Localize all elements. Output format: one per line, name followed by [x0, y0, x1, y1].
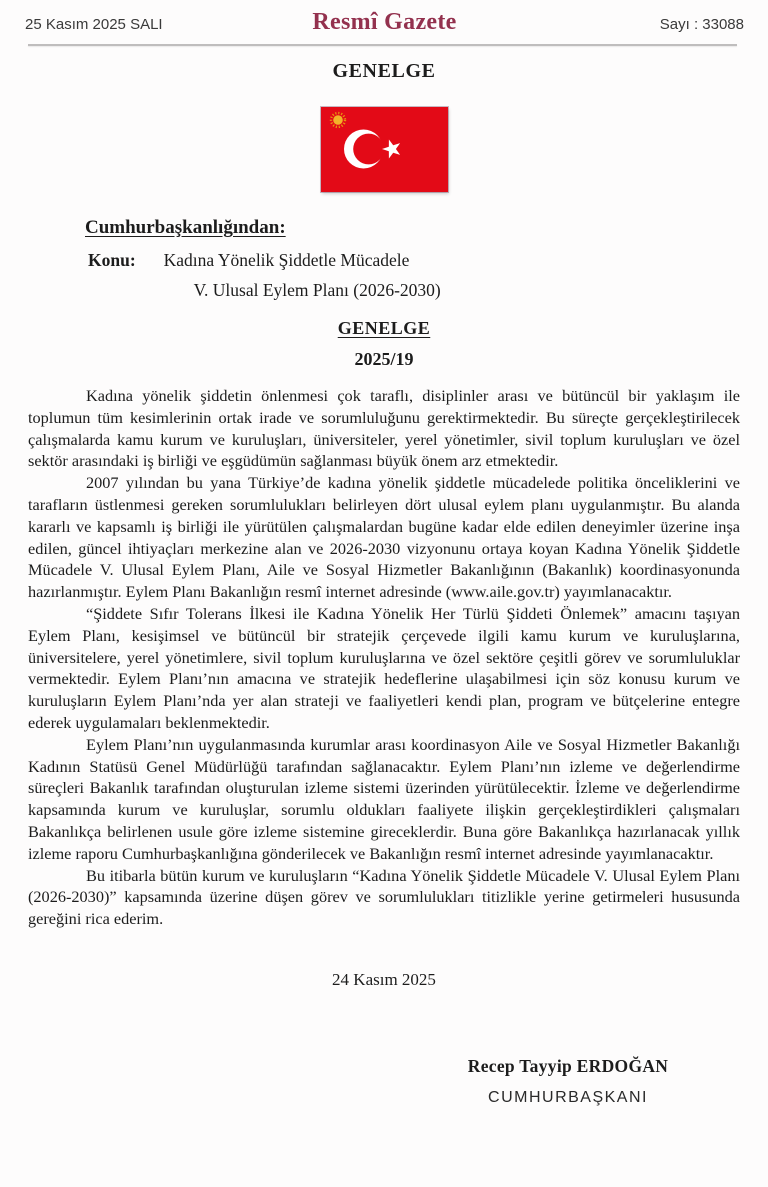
subject-line-1: Kadına Yönelik Şiddetle Mücadele	[163, 250, 410, 270]
turkish-flag-icon	[321, 107, 448, 192]
signatory-title: CUMHURBAŞKANI	[488, 1088, 648, 1106]
flag-container	[0, 107, 768, 192]
signature-block	[398, 1056, 738, 1107]
circular-heading: GENELGE	[337, 318, 431, 338]
issuer-line: Cumhurbaşkanlığından:	[85, 217, 286, 238]
subject-line-2: V. Ulusal Eylem Planı (2026-2030)	[193, 280, 441, 300]
subject-lines	[164, 250, 441, 301]
issue-number: Sayı : 33088	[659, 16, 744, 33]
document-heading: GENELGE	[332, 60, 436, 82]
header-divider	[28, 44, 737, 46]
masthead	[0, 0, 768, 36]
signature-date: 24 Kasım 2025	[332, 969, 436, 989]
paragraph: Bu itibarla bütün kurum ve kuruluşların “Kadına Yönelik Şiddetle Mücadele V. Ulusal Eylem Planı (2026-2030)” kapsamında üzerine düşen görev ve sorumlulukları titizlikle yerine getirmeleri hususunda gereğini rica ederim.	[28, 865, 740, 929]
paragraph: “Şiddete Sıfır Tolerans İlkesi ile Kadına Yönelik Her Türlü Şiddeti Önlemek” amacını taşıyan Eylem Planı, kesişimsel ve bütüncül bir stratejik çerçevede ilgili kamu kurum ve kuruluşlarına, üniversitelere, yerel yönetimlere, sivil toplum kuruluşlarına ve özel sektöre çeşitli görev ve sorumluluklar vermektedir. Eylem Planı’nın amacına ve stratejik hedeflerine ulaşabilmesi için söz konusu kurum ve kuruluşların Eylem Planı’nda yer alan strateji ve faaliyetleri kendi plan, program ve bütçelerine entegre ederek uygulamaları beklenmektedir.	[28, 603, 740, 732]
paragraph: 2007 yılından bu yana Türkiye’de kadına yönelik şiddetle mücadelede politika önceliklerini ve tarafların üstlenmesi gereken sorumlulukları belirleyen dört ulusal eylem planı uygulanmıştır. Bu alanda kararlı ve kapsamlı iş birliği ile yürütülen çalışmalardan bugüne kadar elde edilen deneyimler üzerine inşa edilen, güncel ihtiyaçları merkezine alan ve 2026-2030 vizyonunu ortaya koyan Kadına Yönelik Şiddetle Mücadele V. Ulusal Eylem Planı, Aile ve Sosyal Hizmetler Bakanlığının (Bakanlık) koordinasyonunda hazırlanmıştır. Eylem Planı Bakanlığın resmî internet adresinde (www.aile.gov.tr) yayımlanacaktır.	[28, 473, 740, 602]
document-content	[0, 217, 768, 1107]
masthead-date: 25 Kasım 2025 SALI	[25, 16, 163, 33]
subject-label: Konu:	[88, 250, 136, 270]
body-text	[28, 385, 740, 930]
signatory-name: Recep Tayyip ERDOĞAN	[467, 1055, 669, 1076]
paragraph: Kadına yönelik şiddetin önlenmesi çok taraflı, disiplinler arası ve bütüncül bir yaklaşım ile toplumun tüm kesimlerinin ortak irade ve sorumluluğunu gerektirmektedir. Bu süreçte gerçekleştirilecek çalışmalarda kamu kurum ve kuruluşları, üniversiteler, yerel yönetimler, sivil toplum kuruluşları ve özel sektör arasındaki iş birliği ve eşgüdümün sağlanması büyük önem arz etmektedir.	[28, 386, 740, 471]
gazette-title: Resmî Gazete	[312, 9, 457, 35]
paragraph: Eylem Planı’nın uygulanmasında kurumlar arası koordinasyon Aile ve Sosyal Hizmetler Bakanlığı Kadının Statüsü Genel Müdürlüğü tarafından sağlanacaktır. Eylem Planı’nın izleme ve değerlendirme süreçleri Bakanlık tarafından oluşturulan izleme sistemi üzerinden yürütülecektir. İzleme ve değerlendirme kapsamında kurum ve kuruluşlar, sorumlu oldukları faaliyete ilişkin gerçekleştirdikleri çalışmaları Bakanlıkça belirlenen usule göre izleme sistemine gireceklerdir. Buna göre Bakanlıkça hazırlanacak yıllık izleme raporu Cumhurbaşkanlığına gönderilecek ve Bakanlığın resmî internet adresinde yayımlanacaktır.	[28, 734, 740, 863]
subject-block	[88, 250, 740, 301]
circular-number: 2025/19	[354, 349, 414, 369]
